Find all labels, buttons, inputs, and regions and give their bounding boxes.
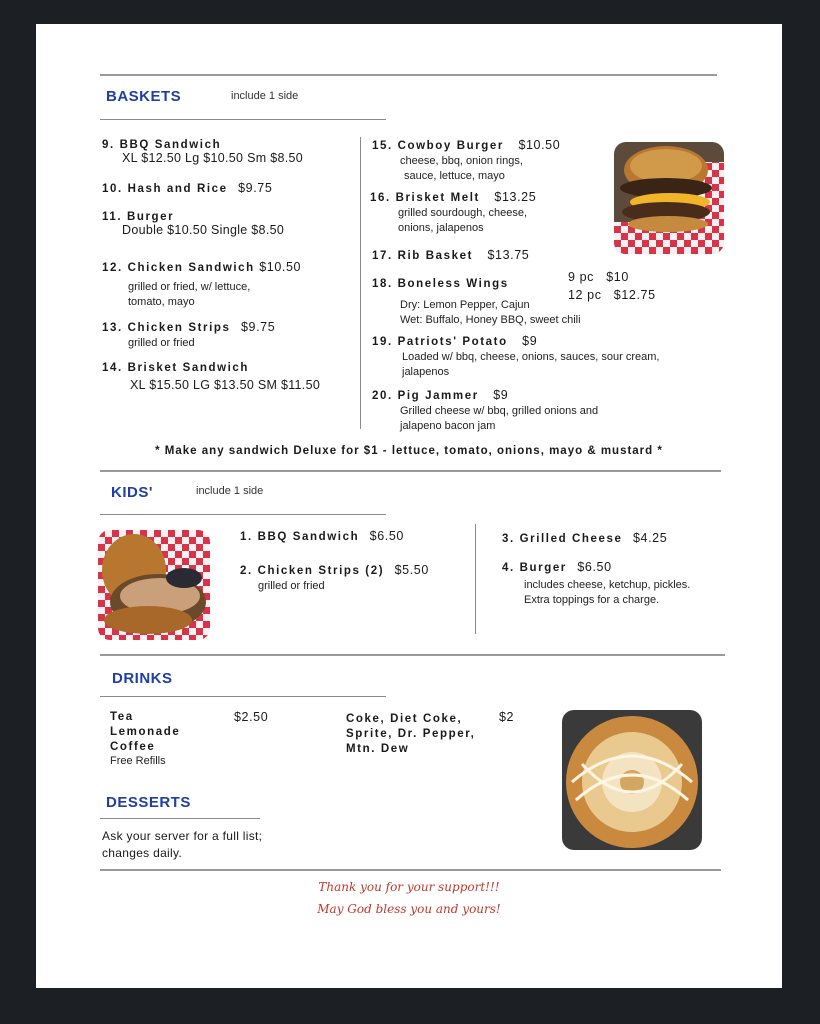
deluxe-note: * Make any sandwich Deluxe for $1 - lettuce, tomato, onions, mayo & mustard *: [155, 445, 663, 457]
drinks-group1-price: $2.50: [234, 710, 269, 724]
basket-item-chicken-sandwich: 12. Chicken Sandwich $10.50 grilled or fried, w/ lettuce, tomato, mayo: [102, 260, 302, 308]
basket-item-cowboy-burger: 15. Cowboy Burger $10.50 cheese, bbq, onion rings, sauce, lettuce, mayo: [372, 138, 561, 182]
basket-item-boneless-wings: 18. Boneless Wings Dry: Lemon Pepper, Cajun Wet: Buffalo, Honey BBQ, sweet chili 9 pc $10 12 pc $12.75: [372, 270, 656, 326]
desserts-heading: DESSERTS: [106, 794, 191, 811]
kids-column-divider: [475, 524, 476, 634]
kids-item-burger: 4. Burger $6.50 includes cheese, ketchup, pickles. Extra toppings for a charge.: [502, 560, 691, 606]
free-refills-note: Free Refills: [110, 755, 166, 767]
burger-photo: [614, 142, 724, 254]
drinks-heading: DRINKS: [112, 670, 173, 687]
bottom-divider: [100, 869, 721, 871]
basket-item-brisket-melt: 16. Brisket Melt $13.25 grilled sourdough, cheese, onions, jalapenos: [370, 190, 537, 234]
drinks-underline: [100, 696, 386, 697]
baskets-column-divider: [360, 137, 361, 429]
kids-underline: [100, 514, 386, 515]
kids-item-chicken-strips: 2. Chicken Strips (2) $5.50 grilled or fried: [240, 563, 429, 592]
basket-item-bbq-sandwich: 9. BBQ Sandwich XL $12.50 Lg $10.50 Sm $8.50: [102, 139, 303, 165]
wings-price-12pc: 12 pc $12.75: [568, 288, 656, 302]
baskets-heading: BASKETS: [106, 88, 182, 105]
baskets-note: include 1 side: [231, 90, 299, 102]
drinks-group-tea-lemonade-coffee: Tea Lemonade Coffee Free Refills: [110, 711, 181, 767]
kids-divider: [100, 470, 721, 472]
footer-blessing: May God bless you and yours!: [317, 902, 501, 916]
footer-thanks: Thank you for your support!!!: [318, 880, 500, 894]
basket-item-rib-basket: 17. Rib Basket $13.75: [372, 248, 530, 262]
wings-price-9pc: 9 pc $10: [568, 270, 629, 284]
dessert-photo: [562, 710, 702, 850]
bbq-sandwich-photo: [98, 530, 210, 640]
top-divider: [100, 74, 717, 76]
baskets-underline: [100, 119, 386, 120]
kids-item-bbq-sandwich: 1. BBQ Sandwich $6.50: [240, 529, 404, 543]
basket-item-hash-and-rice: 10. Hash and Rice $9.75: [102, 181, 273, 195]
desserts-description: Ask your server for a full list; changes daily.: [102, 829, 263, 860]
basket-item-patriots-potato: 19. Patriots' Potato $9 Loaded w/ bbq, cheese, onions, sauces, sour cream, jalapenos: [372, 334, 660, 378]
drinks-group2-price: $2: [499, 710, 515, 724]
basket-item-brisket-sandwich: 14. Brisket Sandwich XL $15.50 LG $13.50 SM $11.50: [102, 362, 321, 392]
basket-item-burger: 11. Burger Double $10.50 Single $8.50: [102, 211, 285, 237]
kids-heading: KIDS': [111, 484, 153, 501]
kids-note: include 1 side: [196, 485, 264, 497]
menu-page: [36, 24, 782, 988]
drinks-group-sodas: Coke, Diet Coke, Sprite, Dr. Pepper, Mtn. Dew: [346, 713, 476, 755]
desserts-underline: [100, 818, 260, 819]
basket-item-pig-jammer: 20. Pig Jammer $9 Grilled cheese w/ bbq, grilled onions and jalapeno bacon jam: [372, 388, 599, 432]
drinks-divider: [100, 654, 725, 656]
kids-item-grilled-cheese: 3. Grilled Cheese $4.25: [502, 531, 668, 545]
basket-item-chicken-strips: 13. Chicken Strips $9.75 grilled or fried: [102, 320, 276, 349]
